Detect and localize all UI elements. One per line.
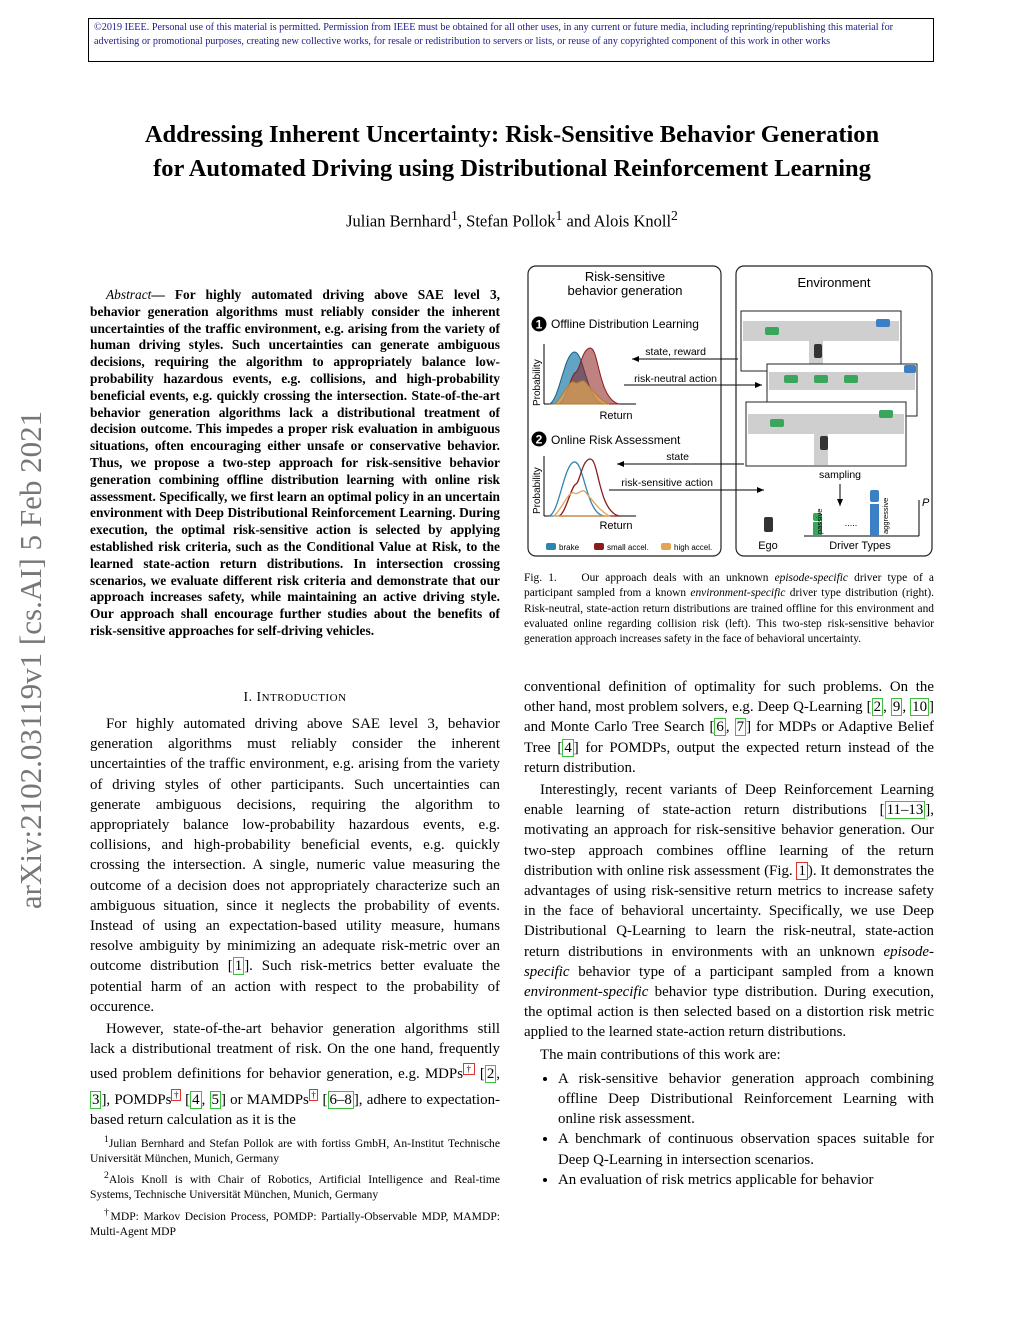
left-panel-title-1: Risk-sensitive xyxy=(584,269,666,284)
scene-2-car xyxy=(784,375,798,383)
footnote-3-text: MDP: Markov Decision Process, POMDP: Partially-Observable MDP, MAMDP: Multi-Agent MDP xyxy=(90,1209,501,1238)
abstract-label: Abstract xyxy=(106,287,152,302)
step-2-number: 2 xyxy=(535,432,543,447)
right-paragraph-3: The main contributions of this work are: xyxy=(540,1046,781,1063)
label-state-reward: state, reward xyxy=(645,346,706,358)
footnote-2-text: Alois Knoll is with Chair of Robotics, Artificial Intelligence and Real-time Systems, Technische Universität München, Munich, Germany xyxy=(90,1173,500,1202)
footnote-ref[interactable]: † xyxy=(173,1089,179,1100)
step-1-number: 1 xyxy=(535,317,543,332)
figure-ref-link[interactable]: 1 xyxy=(798,862,806,879)
legend-brake: brake xyxy=(559,543,580,552)
citation-link[interactable]: 10 xyxy=(912,699,928,716)
citation-link[interactable]: 4 xyxy=(192,1091,200,1108)
scene-3-ego xyxy=(820,436,828,450)
caption-i2: environment-specific xyxy=(690,587,786,600)
scene-stack xyxy=(741,311,917,466)
citation-link[interactable]: 2 xyxy=(873,699,882,716)
label-passive: passive xyxy=(815,508,824,534)
arrow-head-4 xyxy=(757,487,764,493)
x-axis-label-1: Return xyxy=(599,410,633,422)
abstract-text: For highly automated driving above SAE level 3, behavior generation algorithms must reliably consider the inherent uncertainties of the traffic environment, e.g. arising from the variety of human driving styles. Such uncertainties can generate ambiguous decisions, requiring the algorithm to appropriately balance low-probability hazardous events, e.g. collisions, and high-probability beneficial events, e.g. quickly crossing the intersection. State-of-the-art behavior generation algorithms lack a distributional treatment of decision outcome. This impedes a proper risk evaluation in ambiguous situations, often encouraging either unsafe or conservative behavior. Thus, we propose a two-step approach for risk-sensitive behavior generation combining offline distribution learning with online risk assessment. Specifically, we first learn an optimal policy in an uncertain environment with Deep Distributional Reinforcement Learning. During execution, the optimal risk-sensitive action is selected by applying established risk criteria, such as the Conditional Value at Risk, to the learned state-action return distributions. In intersection crossing scenarios, we evaluate different risk criteria and demonstrate that our approach increases safety, while maintaining an active driving style. Our approach shall encourage further studies about the benefits of risk-sensitive approaches for self-driving vehicles. xyxy=(90,287,500,638)
right-paragraph-1: conventional definition of optimality for such problems. On the other hand, most problem solvers, e.g. Deep Q-Learning [ 2 , 9 , 10 ] and Monte Carlo Tree Search [ 6 , 7 ] for MDPs or Adaptive Belief Tree [ 4 ] for POMDPs, output the expected return instead of the return distribution. xyxy=(524,679,935,776)
citation-link[interactable]: 7 xyxy=(736,719,745,736)
title-line-1: Addressing Inherent Uncertainty: Risk-Sensitive Behavior Generation xyxy=(144,121,880,148)
caption-t3: driver type distribution (right). Risk-neutral, state-action return distributions are trained offline for this environment and evaluated online regarding collision risk (left). This two-step risk-sensitive behavior generation approach increases safety in the face of behavioral uncertainty. xyxy=(524,587,934,646)
scene-2-car xyxy=(904,365,916,373)
footnotes xyxy=(90,1132,500,1241)
list-item: • A risk-sensitive behavior generation approach combining offline Deep Distributional Reinforcement Learning with online risk assessment. xyxy=(558,1069,934,1130)
citation-link[interactable]: 5 xyxy=(211,1091,219,1108)
intro-p2b: POMDPs xyxy=(114,1091,172,1108)
footnote-1 xyxy=(90,1132,500,1166)
label-driver-types: Driver Types xyxy=(829,540,891,552)
right-p2a: Interestingly, recent variants of Deep Reinforcement Learning enable learning of state-action return distributions xyxy=(524,782,934,819)
right-paragraph-2: Interestingly, recent variants of Deep Reinforcement Learning enable learning of state-action return distributions [ 11–13 ], motivating an approach for risk-sensitive behavior generation. Our two-step approach combines offline learning of the return distribution with online risk assessment (Fig. 1 ). It demonstrates the advantages of using risk-sensitive return metrics to increase safety in the face of behavioral uncertainty. Specifically, we use Deep Distributional Q-Learning to learn the risk-neutral, state-action return distributions in environments with an unknown episode-specific behavior type of a participant sampled from a known environment-specific behavior type distribution. During execution, the optimal action is then selected based on a distortion risk metric applied to the learned state-action return distributions. xyxy=(524,782,934,1041)
author-1-affil: 1 xyxy=(451,208,458,223)
intro-left-body xyxy=(90,714,500,1130)
citation-link[interactable]: 2 xyxy=(486,1066,495,1083)
right-p2c: ). It demonstrates the advantages of using risk-sensitive return metrics to increase safety in the face of behavioral uncertainty. Specifically, we use Deep Distributional Q-Learning to learn the risk-neutral, state-action return distributions in environments with an unknown xyxy=(524,862,934,960)
author-2-affil: 1 xyxy=(555,208,563,223)
authors-and: and xyxy=(562,211,594,231)
citation-link[interactable]: 6 xyxy=(716,719,724,736)
right-p2e: behavior type distribution. During execution, the optimal action is then selected based on a distortion risk metric applied to the learned state-action return distributions. xyxy=(524,984,934,1041)
y-axis-label-2: Probability xyxy=(532,467,543,514)
scene-3-car xyxy=(770,419,784,427)
author-1: Julian Bernhard xyxy=(346,211,452,231)
arrow-head-sampling xyxy=(837,499,843,506)
right-p2-i1: episode-specific xyxy=(524,943,934,980)
footnote-ref[interactable]: † xyxy=(465,1064,473,1075)
right-p1d: for POMDPs, output the expected return instead of the return distribution. xyxy=(524,739,934,776)
list-item: • A benchmark of continuous observation spaces suitable for Deep Q-Learning in intersection scenarios. xyxy=(558,1129,934,1169)
intro-p1-text: For highly automated driving above SAE level 3, behavior generation algorithms must reliably consider the inherent uncertainties of the traffic environment, e.g. arising from the variety of driving styles of other participants. Such uncertainties can generate ambiguous decisions, requiring the algorithm to appropriately balance low-probability hazardous events, e.g. collisions, and high-probability beneficial events, e.g. quickly crossing the intersection. A single, numeric value measuring the outcome of a decision does not appropriately characterize such an ambiguous situation, since it neglects the probability of events. Instead of using an expectation-based utility measure, humans resolve ambiguity by minimizing an adequate risk-metric over an outcome distribution xyxy=(90,716,500,975)
section-title-first: I xyxy=(256,689,262,704)
citation-link[interactable]: 1 xyxy=(234,958,243,975)
copyright-notice xyxy=(88,18,934,62)
intro-paragraph-2: However, state-of-the-art behavior generation algorithms still lack a distributional treatment of risk. On the one hand, frequently used problem definitions for behavior generation, e.g. MDPs † [ 2 , 3 ], POMDPs † [ 4 , 5 ] or MAMDPs † [ 6–8 ], adhere to expectation-based return calculation as it is the xyxy=(90,1021,501,1128)
abstract xyxy=(90,287,500,640)
intro-p2a: However, state-of-the-art behavior generation algorithms still lack a distributional treatment of risk. On the one hand, frequently used problem definitions for behavior generation, e.g. MDPs xyxy=(90,1021,500,1083)
figure-1 xyxy=(524,264,934,560)
citation-link[interactable]: 9 xyxy=(892,699,901,716)
caption-i1: episode-specific xyxy=(774,572,848,584)
label-ego: Ego xyxy=(758,540,778,552)
scene-1-ego xyxy=(814,344,822,358)
intro-p1-end: . Such risk-metrics better evaluate the potential harm of an action with respect to the probability of occurence. xyxy=(90,958,501,1015)
legend-small-accel: small accel. xyxy=(607,543,649,552)
footnote-2-mark: 2 xyxy=(104,1170,109,1182)
legend-brake-swatch xyxy=(546,543,556,550)
citation-link[interactable]: 6–8 xyxy=(329,1091,352,1108)
caption-label: Fig. 1. xyxy=(524,572,557,584)
bar-aggressive xyxy=(870,504,879,536)
right-p1a: conventional definition of optimality for such problems. On the other hand, most problem solvers, e.g. Deep Q-Learning xyxy=(524,679,934,716)
right-p1b: and Monte Carlo Tree Search xyxy=(524,719,710,736)
label-p: P xyxy=(922,497,930,509)
section-heading-introduction xyxy=(90,689,500,705)
citation-link[interactable]: 4 xyxy=(564,739,572,756)
arxiv-id: arXiv:2102.03119v1 [cs.AI] 5 Feb 2021 xyxy=(13,410,48,910)
label-risk-sensitive: risk-sensitive action xyxy=(621,477,713,489)
y-axis-label-1: Probability xyxy=(532,359,543,406)
legend-high-swatch xyxy=(661,543,671,550)
citation-link[interactable]: 11–13 xyxy=(886,802,924,819)
caption-t1: Our approach deals with an unknown xyxy=(581,572,775,584)
copyright-text: ©2019 IEEE. Personal use of this material is permitted. Permission from IEEE must be obtained for all other uses, in any current or future media, including reprinting/republishing this material for advertising or promotional purposes, creating new collective works, for resale or redistribution to servers or lists, or reuse of any copyrighted component of this work in other works xyxy=(94,22,894,47)
contributions-list xyxy=(524,1069,934,1190)
label-state: state xyxy=(666,451,689,463)
right-p2-i2: environment-specific xyxy=(524,984,649,1001)
scene-2-car xyxy=(814,375,828,383)
authors: Julian Bernhard$^1$, Stefan Pollok$^1$ and Alois Knoll$^2$ xyxy=(346,208,678,231)
list-item: • An evaluation of risk metrics applicable for behavior xyxy=(558,1170,934,1190)
intro-p2d: adhere to expectation-based return calculation as it is the xyxy=(90,1091,501,1128)
footnote-2 xyxy=(90,1168,500,1202)
paper-title xyxy=(60,118,964,186)
caption-t2: driver type of a participant sampled from a known xyxy=(524,572,934,600)
author-3: Alois Knoll xyxy=(593,211,672,231)
intro-paragraph-1: For highly automated driving above SAE level 3, behavior generation algorithms must reliably consider the inherent uncertainties of the traffic environment, e.g. arising from the variety of driving styles of other participants. Such uncertainties can generate ambiguous decisions, requiring the algorithm to appropriately balance low-probability hazardous events, e.g. collisions, and high-probability beneficial events, e.g. quickly crossing the intersection. A single, numeric value measuring the outcome of a decision does not appropriately characterize such an ambiguous situation, since it neglects the probability of events. Instead of using an expectation-based utility measure, humans resolve ambiguity by minimizing an adequate risk-metric over an outcome distribution [ 1 ]. Such risk-metrics better evaluate the potential harm of an action with respect to the probability of occurence. xyxy=(90,716,501,1015)
aggressive-car-icon xyxy=(870,490,879,502)
right-p2b: , motivating an approach for risk-sensitive behavior generation. Our two-step approach combines offline learning of the return distribution with online risk assessment (Fig. xyxy=(524,802,934,879)
citation-link[interactable]: 3 xyxy=(92,1091,100,1108)
step-1-label: Offline Distribution Learning xyxy=(551,317,699,331)
x-axis-label-2: Return xyxy=(599,520,633,532)
arxiv-stamp xyxy=(6,380,56,940)
legend-high-accel: high accel. xyxy=(674,543,713,552)
scene-1-car xyxy=(876,319,890,327)
intro-p2c: MAMDPs xyxy=(246,1091,309,1108)
footnote-ref[interactable]: † xyxy=(310,1089,317,1100)
right-p1c: for MDPs or Adaptive Belief Tree xyxy=(524,719,935,756)
scene-1-car xyxy=(765,327,779,335)
right-panel-title: Environment xyxy=(797,275,871,290)
footnote-3 xyxy=(90,1205,500,1239)
section-number: I. xyxy=(243,689,257,704)
author-3-affil: 2 xyxy=(671,208,678,223)
abstract-dash: — xyxy=(151,287,175,302)
section-title-rest: NTRODUCTION xyxy=(261,692,347,704)
label-dots: ..... xyxy=(844,518,858,528)
left-panel-title-2: behavior generation xyxy=(567,283,683,298)
label-risk-neutral: risk-neutral action xyxy=(634,373,717,385)
scene-2-car xyxy=(844,375,858,383)
intro-right-body xyxy=(524,677,934,1190)
arrow-head-2 xyxy=(755,382,762,388)
label-sampling: sampling xyxy=(818,469,862,481)
footnote-3-mark: † xyxy=(104,1206,111,1218)
step-2-label: Online Risk Assessment xyxy=(551,433,681,447)
label-aggressive: aggressive xyxy=(881,497,890,534)
right-p2d: behavior type of a participant sampled from a known xyxy=(569,963,934,980)
ego-vehicle-icon xyxy=(764,517,773,532)
figure-caption xyxy=(524,571,934,647)
scene-3-car xyxy=(879,410,893,418)
footnote-1-text: Julian Bernhard and Stefan Pollok are with fortiss GmbH, An-Institut Technische Universität München, Munich, Germany xyxy=(90,1136,500,1166)
title-line-2: for Automated Driving using Distributional Reinforcement Learning xyxy=(153,155,871,182)
author-2: Stefan Pollok xyxy=(466,211,556,231)
legend-small-swatch xyxy=(594,543,604,550)
footnote-1-mark: 1 xyxy=(104,1134,109,1145)
